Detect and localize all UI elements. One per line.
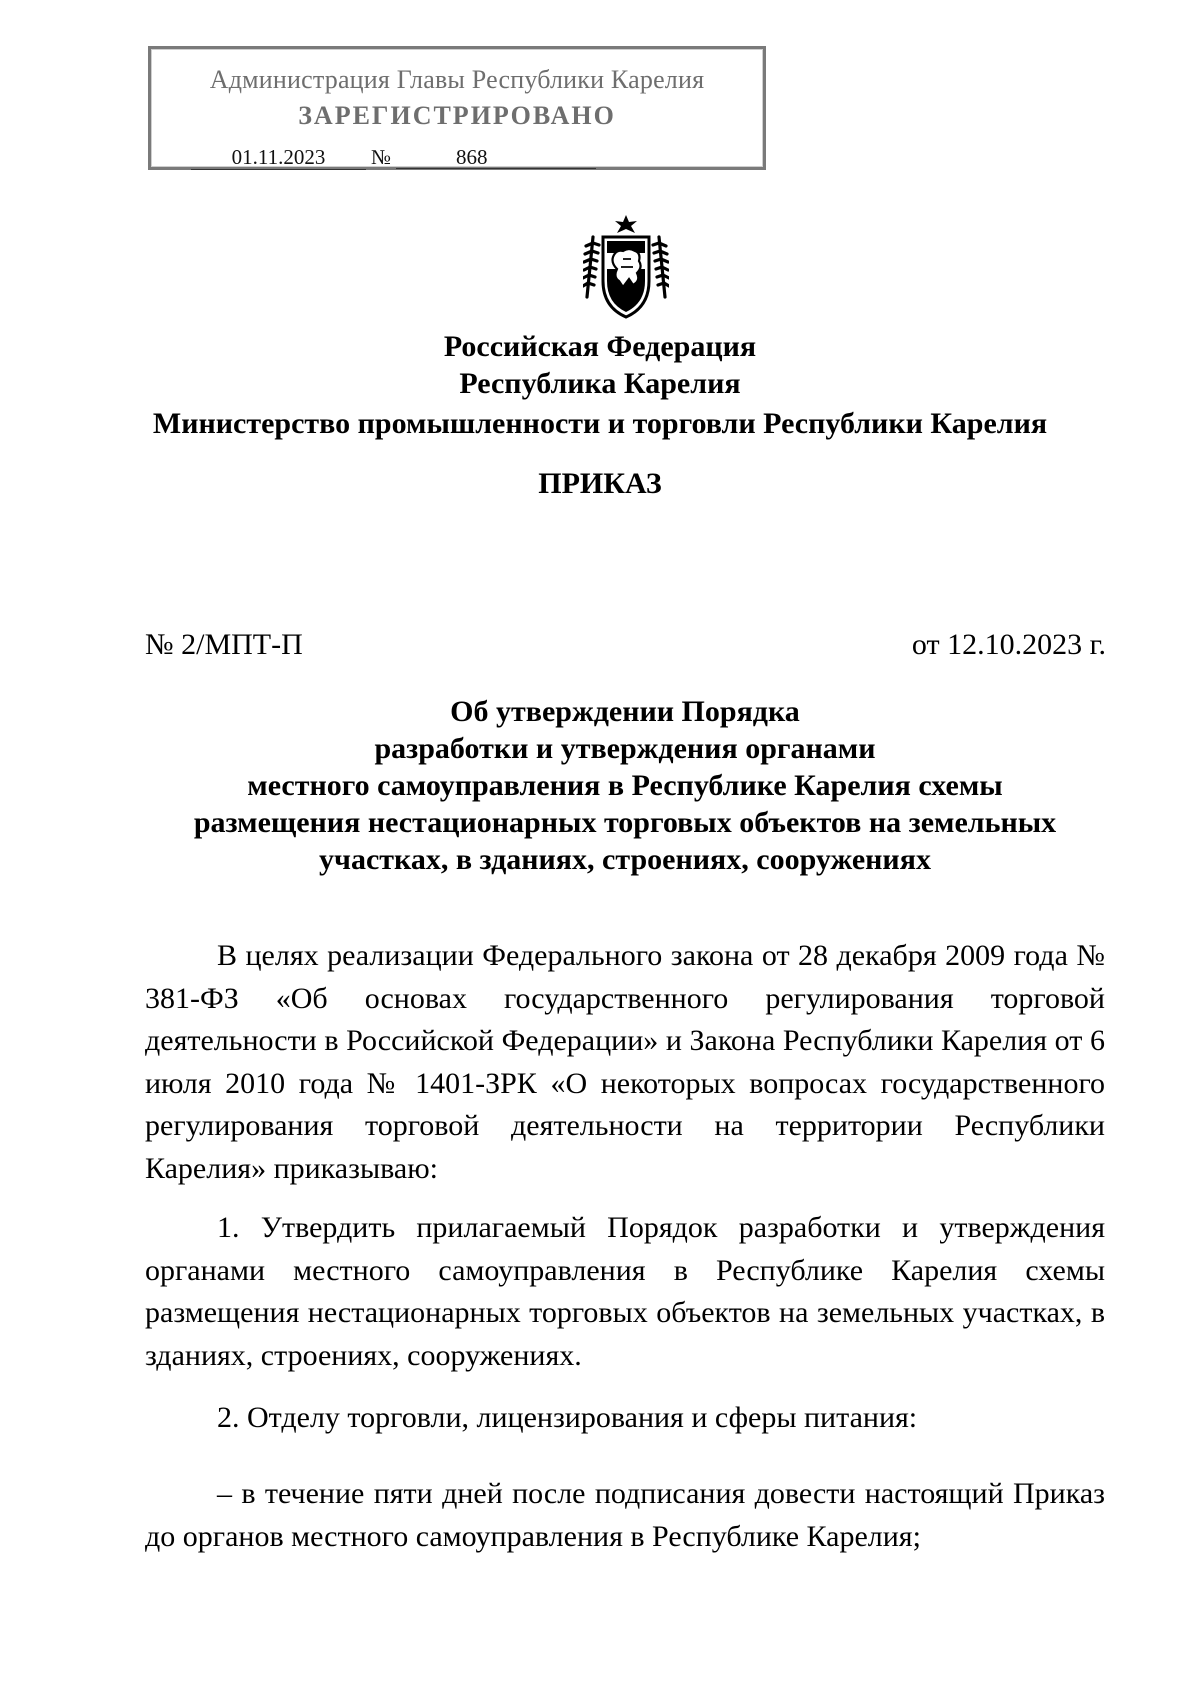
- item-2-paragraph: 2. Отделу торговли, лицензирования и сферы питания:: [217, 1401, 918, 1434]
- item-1-paragraph: 1. Утвердить прилагаемый Порядок разработки и утверждения органами местного самоуправления в Республике Карелия схемы размещения нестационарных торговых объектов на земельных участках, в зданиях, строениях, сооружениях.: [145, 1211, 1105, 1372]
- stamp-number-sign: №: [370, 145, 392, 169]
- ministry-heading: Министерство промышленности и торговли Республики Карелия: [152, 407, 1048, 440]
- order-title: [150, 693, 1100, 878]
- document-type: ПРИКАЗ: [538, 467, 662, 500]
- title-line: местного самоуправления в Республике Карелия схемы: [247, 769, 1003, 802]
- preamble-paragraph: В целях реализации Федерального закона от 28 декабря 2009 года № 381-ФЗ «Об основах государственного регулирования торговой деятельности в Российской Федерации» и Закона Республики Карелия от 6 июля 2010 года № 1401-ЗРК «О некоторых вопросах государственного регулирования торговой деятельности на территории Республики Карелия» приказываю:: [145, 939, 1105, 1185]
- title-line: размещения нестационарных торговых объектов на земельных: [193, 806, 1057, 839]
- registration-stamp: [148, 46, 766, 170]
- stamp-status: ЗАРЕГИСТРИРОВАНО: [298, 101, 616, 130]
- item-2-dash-paragraph: – в течение пяти дней после подписания довести настоящий Приказ до органов местного самоуправления в Республике Карелия;: [145, 1477, 1105, 1553]
- stamp-number: 868: [396, 145, 596, 169]
- region-heading: Республика Карелия: [459, 367, 741, 400]
- order-number: № 2/МПТ-П: [145, 628, 303, 661]
- title-line: участках, в зданиях, строениях, сооружениях: [319, 843, 931, 876]
- karelia-coat-of-arms-icon: [583, 213, 669, 321]
- stamp-organization: Администрация Главы Республики Карелия: [209, 65, 705, 94]
- order-date: от 12.10.2023 г.: [911, 628, 1106, 661]
- stamp-date: 01.11.2023: [191, 145, 366, 170]
- title-line: Об утверждении Порядка: [450, 695, 800, 728]
- title-line: разработки и утверждения органами: [374, 732, 876, 765]
- country-heading: Российская Федерация: [443, 330, 757, 363]
